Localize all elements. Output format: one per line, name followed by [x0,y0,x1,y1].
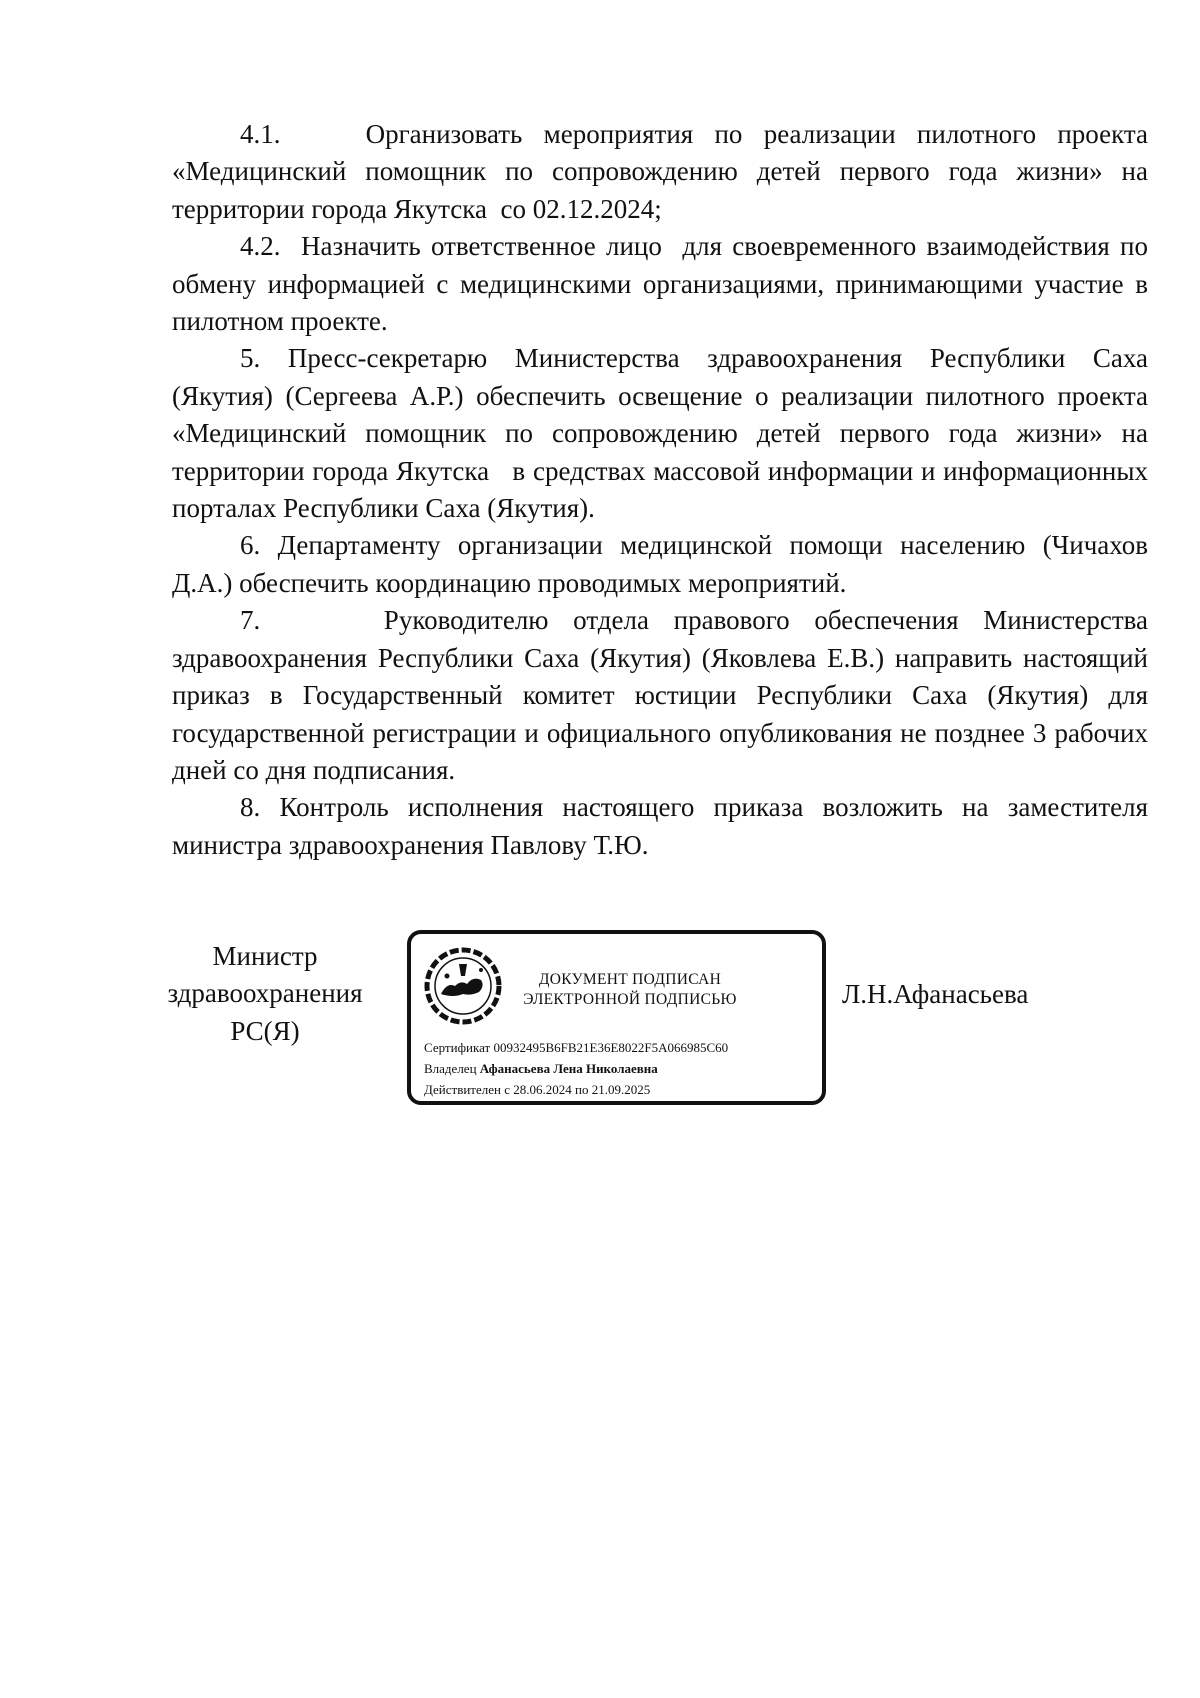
valid-from-word: с [504,1082,510,1097]
valid-label: Действителен [424,1082,501,1097]
signatory-position-line: РС(Я) [230,1015,300,1046]
paragraph-4-1: 4.1. Организовать мероприятия по реализации пилотного проекта «Медицинский помощник по сопровождению детей первого года жизни» на территории города Якутска со 02.12.2024; [172,119,1148,224]
valid-from: 28.06.2024 [513,1082,572,1097]
valid-to: 21.09.2025 [591,1082,651,1097]
paragraph-4-2: 4.2. Назначить ответственное лицо для своевременного взаимодействия по обмену информацией с медицинскими организациями, принимающими участие в пилотном проекте. [172,231,1148,337]
paragraph-8: 8. Контроль исполнения настоящего приказа возложить на заместителя министра здравоохранения Павлову Т.Ю. [172,792,1148,860]
signatory-position-line: Министр [212,941,318,971]
certificate-label: Сертификат [424,1040,491,1055]
valid-to-word: по [575,1082,589,1097]
paragraph-7: 7. Руководителю отдела правового обеспечения Министерства здравоохранения Республики Саха (Якутия) (Яковлева Е.В.) направить настоящий приказ в Государственный комитет юстиции Республики Саха (Якутия) для государственной регистрации и официального опубликования не позднее 3 рабочих дней со дня подписания. [172,605,1148,785]
owner-line [424,1061,658,1077]
document-body [172,116,1148,864]
owner-value: Афанасьева Лена Николаевна [479,1061,658,1076]
paragraph-6: 6. Департаменту организации медицинской помощи населению (Чичахов Д.А.) обеспечить координацию проводимых мероприятий. [172,530,1148,598]
stamp-header-line: ДОКУМЕНТ ПОДПИСАН [538,971,722,988]
signatory-position [160,938,370,1050]
stamp-header-line: ЭЛЕКТРОННОЙ ПОДПИСЬЮ [523,991,737,1008]
validity-line [424,1082,650,1098]
certificate-value: 00932495B6FB21E36E8022F5A066985C60 [493,1040,729,1055]
electronic-signature-stamp [407,930,826,1105]
signatory-position-line: здравоохранения [167,978,363,1009]
owner-label: Владелец [424,1061,477,1076]
stamp-header [515,970,745,1010]
sakha-emblem-icon [423,946,503,1026]
certificate-line [424,1040,728,1056]
signatory-name: Л.Н.Афанасьева [842,979,1029,1009]
paragraph-5: 5. Пресс-секретарю Министерства здравоохранения Республики Саха (Якутия) (Сергеева А.Р.) обеспечить освещение о реализации пилотного проекта «Медицинский помощник по сопровождению детей первого года жизни» на территории города Якутска в средствах массовой информации и информационных порталах Республики Саха (Якутия). [172,343,1148,524]
